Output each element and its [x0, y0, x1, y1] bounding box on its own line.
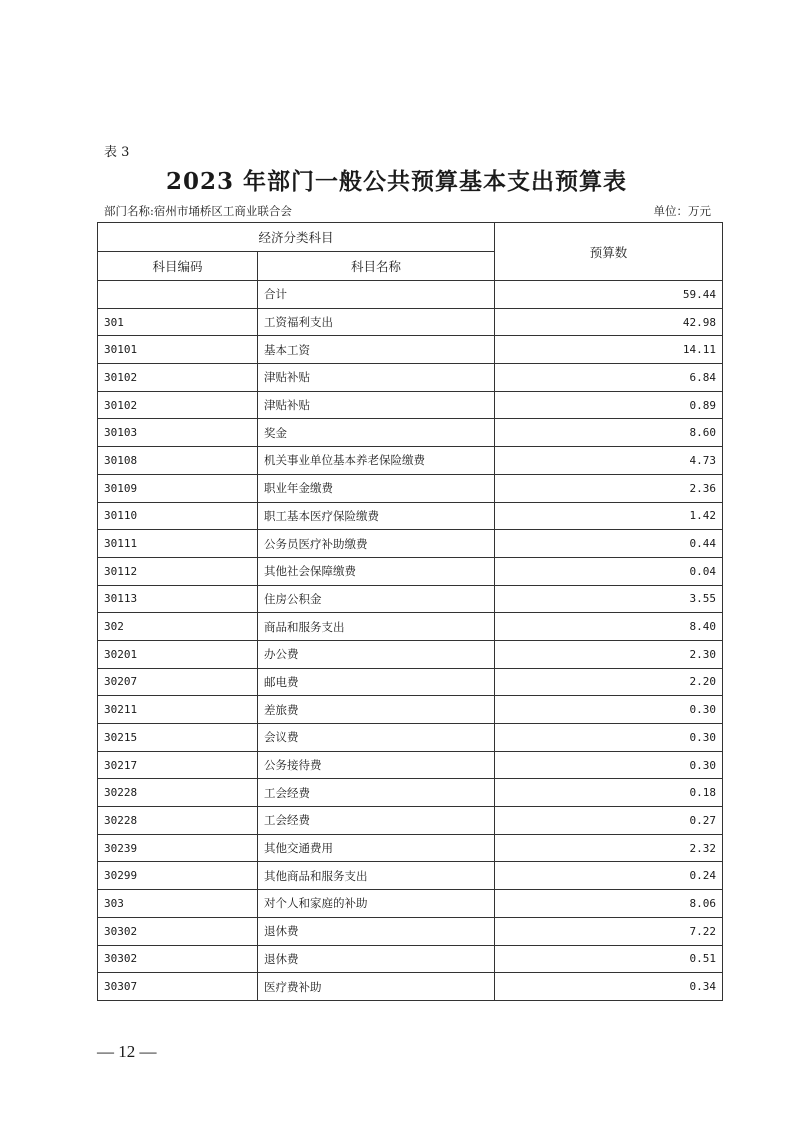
- amount-cell: 0.27: [495, 807, 723, 835]
- code-cell: 30101: [98, 336, 258, 364]
- table-row: [98, 585, 723, 613]
- amount-cell: 2.36: [495, 474, 723, 502]
- amount-cell: 0.30: [495, 724, 723, 752]
- code-cell: 30302: [98, 945, 258, 973]
- code-cell: 30102: [98, 391, 258, 419]
- table-row: [98, 862, 723, 890]
- table-row: [98, 724, 723, 752]
- amount-cell: 0.30: [495, 696, 723, 724]
- amount-cell: 3.55: [495, 585, 723, 613]
- amount-cell: 0.18: [495, 779, 723, 807]
- amount-cell: 8.06: [495, 890, 723, 918]
- amount-cell: 2.32: [495, 834, 723, 862]
- name-cell: 机关事业单位基本养老保险缴费: [258, 447, 495, 475]
- code-cell: 30228: [98, 779, 258, 807]
- code-cell: 30113: [98, 585, 258, 613]
- code-cell: 303: [98, 890, 258, 918]
- amount-cell: 14.11: [495, 336, 723, 364]
- table-row: [98, 668, 723, 696]
- code-cell: 30302: [98, 917, 258, 945]
- amount-cell: 0.30: [495, 751, 723, 779]
- table-row: [98, 308, 723, 336]
- name-cell: 邮电费: [258, 668, 495, 696]
- table-row: [98, 364, 723, 392]
- name-cell: 津贴补贴: [258, 364, 495, 392]
- table-row: [98, 696, 723, 724]
- code-cell: 30307: [98, 973, 258, 1001]
- name-cell: 差旅费: [258, 696, 495, 724]
- name-cell: 对个人和家庭的补助: [258, 890, 495, 918]
- name-cell: 合计: [258, 281, 495, 309]
- name-header: 科目名称: [258, 252, 495, 281]
- table-row: [98, 779, 723, 807]
- code-cell: 30201: [98, 640, 258, 668]
- page-title: 2023 年部门一般公共预算基本支出预算表: [165, 168, 628, 195]
- name-cell: 办公费: [258, 640, 495, 668]
- table-row: [98, 945, 723, 973]
- amount-cell: 8.40: [495, 613, 723, 641]
- code-cell: 30215: [98, 724, 258, 752]
- name-cell: 住房公积金: [258, 585, 495, 613]
- name-cell: 退休费: [258, 945, 495, 973]
- amount-cell: 4.73: [495, 447, 723, 475]
- page-number: — 12 —: [97, 1042, 157, 1061]
- amount-cell: 7.22: [495, 917, 723, 945]
- code-cell: 30299: [98, 862, 258, 890]
- code-cell: 30111: [98, 530, 258, 558]
- table-row: [98, 391, 723, 419]
- table-row: [98, 281, 723, 309]
- name-cell: 其他商品和服务支出: [258, 862, 495, 890]
- budget-table: [97, 222, 723, 1001]
- table-row: [98, 474, 723, 502]
- table-label: 表 3: [104, 145, 130, 160]
- name-cell: 津贴补贴: [258, 391, 495, 419]
- table-row: [98, 973, 723, 1001]
- code-cell: 30103: [98, 419, 258, 447]
- amount-cell: 1.42: [495, 502, 723, 530]
- amount-cell: 0.51: [495, 945, 723, 973]
- amount-cell: 2.30: [495, 640, 723, 668]
- table-row: [98, 530, 723, 558]
- amount-header: 预算数: [495, 223, 723, 281]
- table-body: [98, 281, 723, 1001]
- name-cell: 工会经费: [258, 807, 495, 835]
- table-row: [98, 640, 723, 668]
- table-row: [98, 557, 723, 585]
- code-cell: 302: [98, 613, 258, 641]
- name-cell: 医疗费补助: [258, 973, 495, 1001]
- department-name: 部门名称:宿州市埇桥区工商业联合会: [104, 204, 292, 218]
- name-cell: 其他交通费用: [258, 834, 495, 862]
- table-row: [98, 917, 723, 945]
- amount-cell: 42.98: [495, 308, 723, 336]
- code-header: 科目编码: [98, 252, 258, 281]
- name-cell: 工会经费: [258, 779, 495, 807]
- table-row: [98, 890, 723, 918]
- name-cell: 奖金: [258, 419, 495, 447]
- name-cell: 公务员医疗补助缴费: [258, 530, 495, 558]
- code-cell: 30211: [98, 696, 258, 724]
- amount-cell: 2.20: [495, 668, 723, 696]
- amount-cell: 6.84: [495, 364, 723, 392]
- code-cell: 30109: [98, 474, 258, 502]
- name-cell: 会议费: [258, 724, 495, 752]
- code-cell: 30207: [98, 668, 258, 696]
- amount-cell: 0.04: [495, 557, 723, 585]
- code-cell: 30110: [98, 502, 258, 530]
- table-row: [98, 613, 723, 641]
- unit-label: 单位：万元: [653, 204, 711, 218]
- table-row: [98, 336, 723, 364]
- amount-cell: 0.34: [495, 973, 723, 1001]
- amount-cell: 0.24: [495, 862, 723, 890]
- table-row: [98, 807, 723, 835]
- name-cell: 基本工资: [258, 336, 495, 364]
- code-cell: 301: [98, 308, 258, 336]
- code-cell: 30217: [98, 751, 258, 779]
- table-row: [98, 447, 723, 475]
- name-cell: 退休费: [258, 917, 495, 945]
- code-cell: 30239: [98, 834, 258, 862]
- name-cell: 职工基本医疗保险缴费: [258, 502, 495, 530]
- code-cell: 30112: [98, 557, 258, 585]
- table-row: [98, 834, 723, 862]
- amount-cell: 0.44: [495, 530, 723, 558]
- table-row: [98, 502, 723, 530]
- name-cell: 工资福利支出: [258, 308, 495, 336]
- name-cell: 商品和服务支出: [258, 613, 495, 641]
- code-cell: 30228: [98, 807, 258, 835]
- code-cell: [98, 281, 258, 309]
- table-row: [98, 751, 723, 779]
- code-cell: 30108: [98, 447, 258, 475]
- name-cell: 职业年金缴费: [258, 474, 495, 502]
- amount-cell: 0.89: [495, 391, 723, 419]
- group-header: 经济分类科目: [98, 223, 495, 252]
- name-cell: 公务接待费: [258, 751, 495, 779]
- table-row: [98, 419, 723, 447]
- amount-cell: 59.44: [495, 281, 723, 309]
- name-cell: 其他社会保障缴费: [258, 557, 495, 585]
- amount-cell: 8.60: [495, 419, 723, 447]
- code-cell: 30102: [98, 364, 258, 392]
